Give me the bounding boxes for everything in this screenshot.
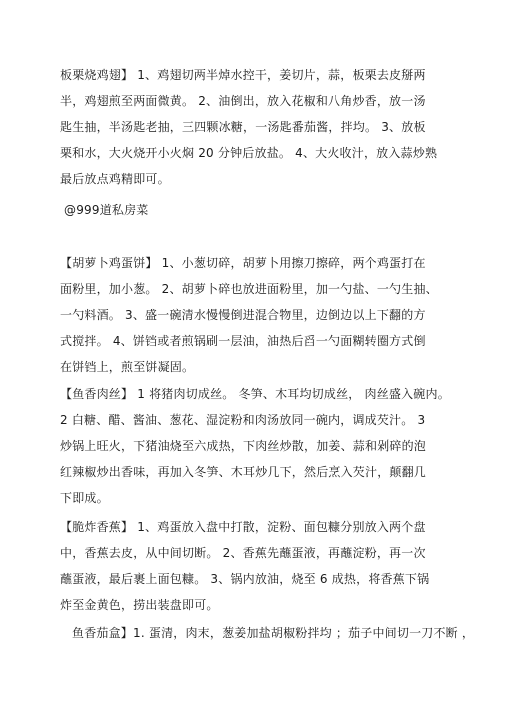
text-line: 栗和水，大火烧开小火焖 20 分钟后放盐。 4、大火收汁，放入蒜炒熟 [60,146,438,160]
source-tag: @999道私房菜 [64,203,149,217]
text-line: 面粉里，加小葱。 2、胡萝卜碎也放进面粉里，加一勺盐、一勺生抽、 [60,282,438,296]
text-line: 在饼铛上，煎至饼凝固。 [60,360,195,374]
text-line: 式搅拌。 4、饼铛或者煎锅刷一层油，油热后舀一勺面糊转圈方式倒 [60,334,426,348]
text-line: 红辣椒炒出香味，再加入冬笋、木耳炒几下，然后烹入芡汁，颠翻几 [60,465,427,479]
text-line: 炸至金黄色，捞出装盘即可。 [60,598,219,612]
text-line: 炒锅上旺火，下猪油烧至六成热，下肉丝炒散，加姜、蒜和剁碎的泡 [60,439,427,453]
text-line: 板栗烧鸡翅】 1、鸡翅切两半焯水控干，姜切片，蒜，板栗去皮掰两 [60,68,426,82]
text-line: 【脆炸香蕉】 1、鸡蛋放入盘中打散，淀粉、面包糠分别放入两个盘 [60,520,426,534]
text-line: 【胡萝卜鸡蛋饼】 1、小葱切碎，胡萝卜用擦刀擦碎，两个鸡蛋打在 [60,256,426,270]
text-line: 最后放点鸡精即可。 [60,172,170,186]
text-line: 【鱼香肉丝】 1 将猪肉切成丝。 冬笋、木耳均切成丝， 肉丝盛入碗内。 [60,387,450,401]
text-line: 一勺料酒。 3、盛一碗清水慢慢倒进混合物里，边倒边以上下翻的方 [60,308,426,322]
text-line: 匙生抽，半汤匙老抽，三四颗冰糖，一汤匙番茄酱，拌均。 3、放板 [60,120,426,134]
text-line: 半，鸡翅煎至两面微黄。 2、油倒出，放入花椒和八角炒香，放一汤 [60,94,426,108]
text-line: 蘸蛋液，最后裹上面包糠。 3、锅内放油，烧至 6 成热，将香蕉下锅 [60,572,430,586]
text-line: 中，香蕉去皮，从中间切断。 2、香蕉先蘸蛋液，再蘸淀粉，再一次 [60,546,426,560]
text-line: 下即成。 [60,491,109,505]
text-line: 2 白糖、醋、酱油、葱花、湿淀粉和肉汤放同一碗内，调成芡汁。 3 [60,413,426,427]
text-line: 鱼香茄盒】1. 蛋清，肉末，葱姜加盐胡椒粉拌均 ；茄子中间切一刀不断 ， [72,626,475,640]
